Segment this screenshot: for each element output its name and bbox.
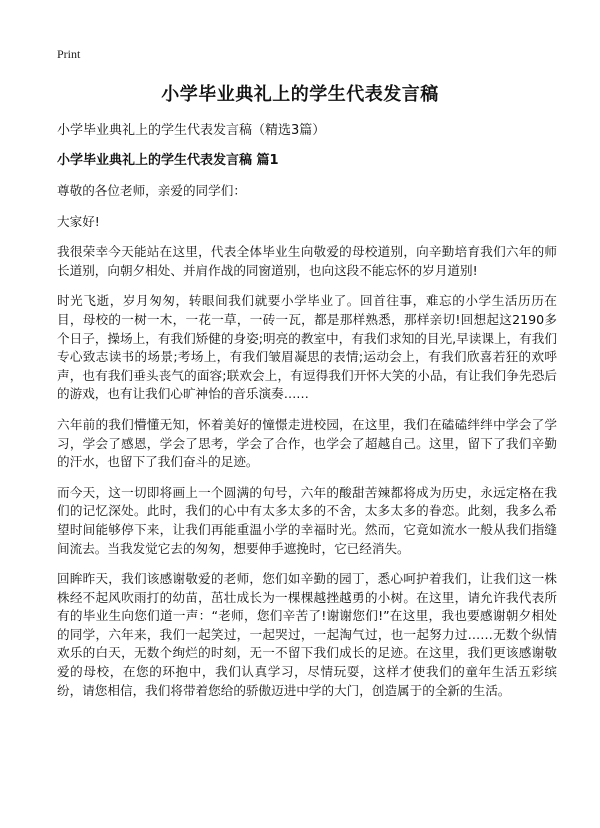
article-body [57,122,557,712]
paragraph: 六年前的我们懵懂无知，怀着美好的憧憬走进校园，在这里，我们在磕磕绊绊中学会了学习，学会了感恩，学会了思考，学会了合作，也学会了超越自己。这里，留下了我们辛勤的汗水，也留下了我们奋斗的足迹。 [57,416,557,470]
paragraph: 回眸昨天，我们该感谢敬爱的老师，您们如辛勤的园丁，悉心呵护着我们，让我们这一株株经不起风吹雨打的幼苗，茁壮成长为一棵棵越挫越勇的小树。在这里，请允许我代表所有的毕业生向您们道一声：“老师，您们辛苦了!谢谢您们!”在这里，我也要感谢朝夕相处的同学，六年来，我们一起笑过，一起哭过，一起淘气过，也一起努力过……无数个纵情欢乐的白天，无数个绚烂的时刻，无一不留下我们成长的足迹。在这里，我们更该感谢敬爱的母校，在您的环抱中，我们认真学习，尽情玩耍，这样才使我们的童年生活五彩缤纷，请您相信，我们将带着您给的骄傲迈进中学的大门，创造属于的全新的生活。 [57,571,557,698]
paragraph: 时光飞逝，岁月匆匆，转眼间我们就要小学毕业了。回首往事，难忘的小学生活历历在目，母校的一树一木，一花一草，一砖一瓦，都是那样熟悉，那样亲切!回想起这2190多个日子，操场上，有我们矫健的身姿;明亮的教室中，有我们求知的目光,早读课上，有我们专心致志读书的场景;考场上，有我们皱眉凝思的表情;运动会上，有我们欣喜若狂的欢呼声，也有我们垂头丧气的面容;联欢会上，有逗得我们开怀大笑的小品，有让我们争先恐后的游戏，也有让我们心旷神怡的音乐演奏…… [57,293,557,402]
salutation: 尊敬的各位老师，亲爱的同学们： [57,183,246,198]
paragraph: 我很荣幸今天能站在这里，代表全体毕业生向敬爱的母校道别，向辛勤培育我们六年的师长道别，向朝夕相处、并肩作战的同窗道别，也向这段不能忘怀的岁月道别! [57,244,557,278]
subtitle: 小学毕业典礼上的学生代表发言稿（精选3篇） [57,123,326,138]
greeting: 大家好! [57,213,100,229]
section-heading: 小学毕业典礼上的学生代表发言稿 篇1 [57,153,279,168]
page-title: 小学毕业典礼上的学生代表发言稿 [161,84,439,105]
print-link[interactable]: Print [57,47,81,61]
paragraph: 而今天，这一切即将画上一个圆满的句号，六年的酸甜苦辣都将成为历史，永远定格在我们的记忆深处。此时，我们的心中有太多太多的不舍，太多太多的眷恋。此刻，我多么希望时间能够停下来，让我们再能重温小学的幸福时光。然而，它竟如流水一般从我们指缝间流去。当我发觉它去的匆匆，想要伸手遮挽时，它已经消失。 [57,484,557,556]
